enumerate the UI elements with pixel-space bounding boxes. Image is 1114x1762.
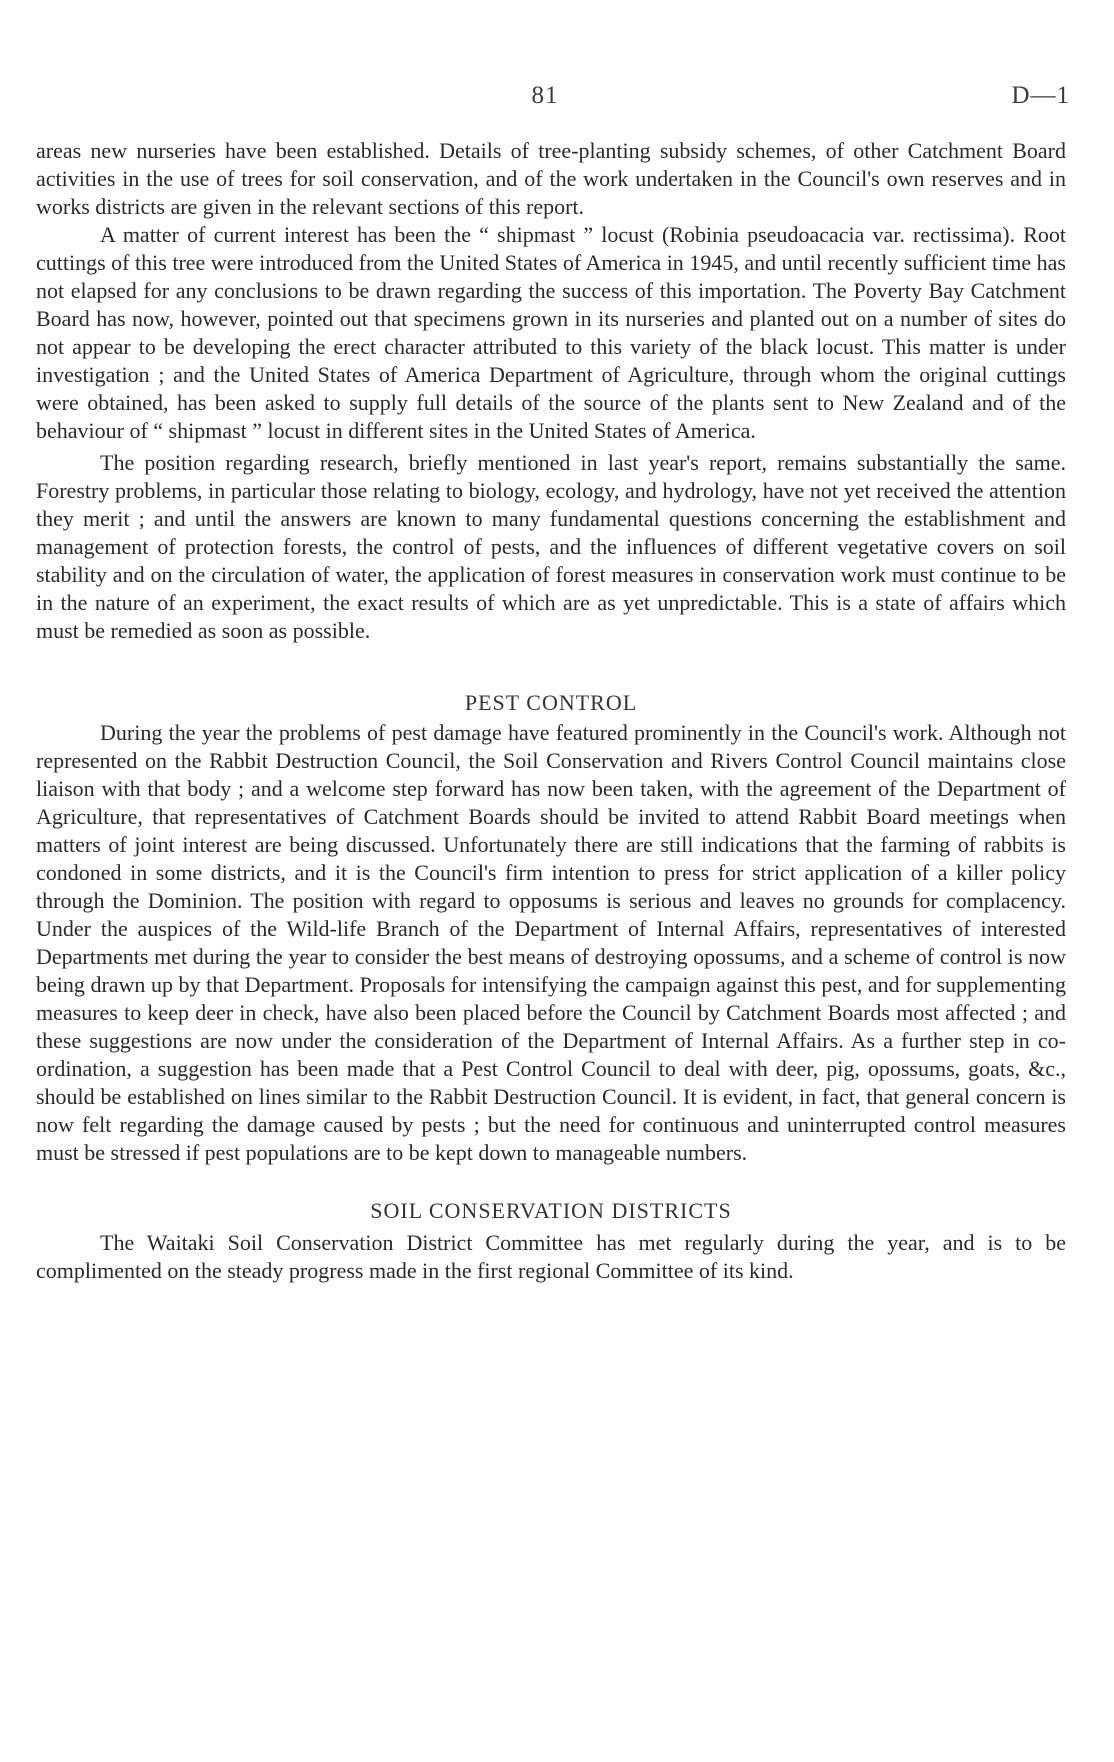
paragraph-tree-planting: areas new nurseries have been established. Details of tree-planting subsidy schemes, of other Catchment Board activities in the use of trees for soil conservation, and of the work undertaken in the Council's own reserves and in works districts are given in the relevant sections of this report. xyxy=(36,138,1066,219)
page-body xyxy=(36,137,1066,1285)
document-reference: D—1 xyxy=(1011,82,1070,109)
paragraph-pest-control: During the year the problems of pest damage have featured prominently in the Council's work. Although not represented on the Rabbit Destruction Council, the Soil Conservation and Rivers Control Council maintains close liaison with that body ; and a welcome step forward has now been taken, with the agreement of the Department of Agriculture, that representatives of Catchment Boards should be invited to attend Rabbit Board meetings when matters of joint interest are being discussed. Unfortunately there are still indications that the farming of rabbits is condoned in some districts, and it is the Council's firm intention to press for strict application of a killer policy through the Dominion. The position with regard to opposums is serious and leaves no grounds for complacency. Under the auspices of the Wild-life Branch of the Department of Internal Affairs, representatives of interested Departments met during the year to consider the best means of destroying opossums, and a scheme of control is now being drawn up by that Department. Proposals for intensifying the campaign against this pest, and for supplementing measures to keep deer in check, have also been placed before the Council by Catchment Boards most affected ; and these suggestions are now under the consideration of the Department of Internal Affairs. As a further step in co-ordination, a suggestion has been made that a Pest Control Council to deal with deer, pig, opossums, goats, &c., should be established on lines similar to the Rabbit Destruction Council. It is evident, in fact, that general concern is now felt regarding the damage caused by pests ; but the need for continuous and uninterrupted control measures must be stressed if pest populations are to be kept down to manageable numbers. xyxy=(36,720,1066,1165)
paragraph-shipmast-locust: A matter of current interest has been the “ shipmast ” locust (Robinia pseudoacacia var. rectissima). Root cuttings of this tree were introduced from the United States of America in 1945, and until recently sufficient time has not elapsed for any conclusions to be drawn regarding the success of this importation. The Poverty Bay Catchment Board has now, however, pointed out that specimens grown in its nurseries and planted out on a number of sites do not appear to be developing the erect character attributed to this variety of the black locust. This matter is under investigation ; and the United States of America Department of Agriculture, through whom the original cuttings were obtained, has been asked to supply full details of the source of the plants sent to New Zealand and of the behaviour of “ shipmast ” locust in different sites in the United States of America. xyxy=(36,222,1066,443)
section-heading-soil-conservation-districts: SOIL CONSERVATION DISTRICTS xyxy=(370,1198,732,1223)
paragraph-research: The position regarding research, briefly mentioned in last year's report, remains substantially the same. Forestry problems, in particular those relating to biology, ecology, and hydrology, have not yet received the attention they merit ; and until the answers are known to many fundamental questions concerning the establishment and management of protection forests, the control of pests, and the influences of different vegetative covers on soil stability and on the circulation of water, the application of forest measures in conservation work must continue to be in the nature of an experiment, the exact results of which are as yet unpredictable. This is a state of affairs which must be remedied as soon as possible. xyxy=(36,450,1066,643)
page-number: 81 xyxy=(531,82,559,109)
section-heading-pest-control: PEST CONTROL xyxy=(464,690,638,715)
paragraph-soil-conservation-districts: The Waitaki Soil Conservation District Committee has met regularly during the year, and is to be complimented on the steady progress made in the first regional Committee of its kind. xyxy=(36,1230,1066,1283)
